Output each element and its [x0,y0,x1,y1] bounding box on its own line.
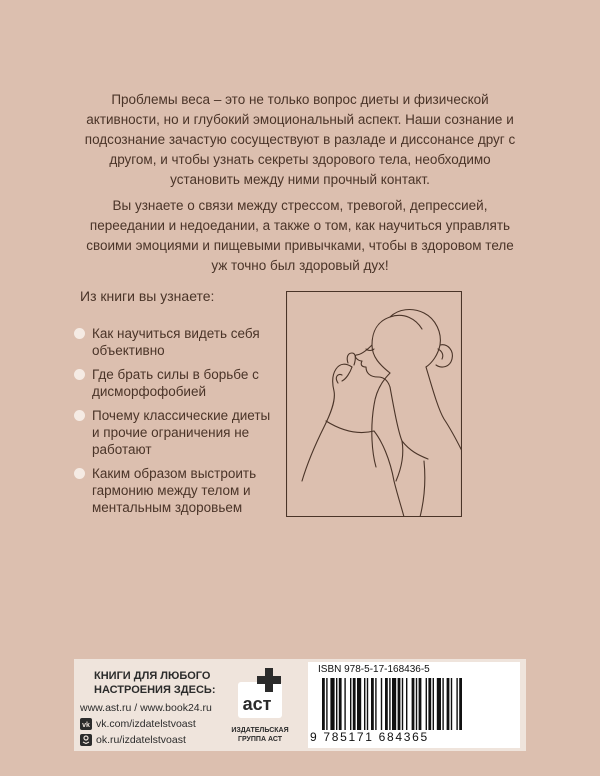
barcode-digits: 9 785171 684365 [310,730,429,744]
vk-line [80,718,196,730]
list-item: Как научиться видеть себя объективно [72,325,272,359]
publisher-logo [229,662,291,748]
barcode-icon [322,678,506,730]
description-paragraph: Вы узнаете о связи между стрессом, тревогой, депрессией, переедании и недоедании, а также о том, как научиться управлять своими эмоциями и пищевыми привычками, чтобы в здоровом теле уж точно был здоровый дух! [86,198,514,273]
ok-line [80,734,186,746]
svg-text:аст: аст [242,694,272,714]
ok-icon [80,734,92,746]
svg-text:vk: vk [82,722,90,729]
bullet-dot-icon [74,410,85,421]
intro-paragraph: Проблемы веса – это не только вопрос диеты и физической активности, но и глубокий эмоциональный аспект. Наши сознание и подсознание зачастую сосуществуют в разладе и диссонансе друг с другом, и чтобы узнать секреты здорового тела, необходимо установить между ними прочный контакт. [84,92,516,187]
list-heading: Из книги вы узнаете: [80,288,215,304]
vk-link[interactable]: vk.com/izdatelstvoast [96,718,196,730]
barcode-block [308,662,520,748]
bullet-dot-icon [74,468,85,479]
bullet-dot-icon [74,369,85,380]
ok-link[interactable]: ok.ru/izdatelstvoast [96,734,186,746]
publisher-panel [74,659,526,751]
list-item: Каким образом выстроить гармонию между телом и ментальным здоровьем [72,465,272,516]
woman-profile-illustration [286,291,462,517]
sites-link[interactable]: www.ast.ru / www.book24.ru [80,702,212,714]
benefits-list [72,325,272,523]
vk-icon [80,718,92,730]
publisher-caption: ИЗДАТЕЛЬСКАЯ ГРУППА АСТ [231,727,289,743]
promo-heading: КНИГИ ДЛЯ ЛЮБОГО НАСТРОЕНИЯ ЗДЕСЬ: [94,670,216,696]
list-item: Где брать силы в борьбе с дисморфофобией [72,366,272,400]
isbn-text: ISBN 978-5-17-168436-5 [318,664,430,675]
bullet-dot-icon [74,328,85,339]
list-item: Почему классические диеты и прочие ограничения не работают [72,407,272,458]
ast-logo-icon [229,662,291,724]
websites-line [80,702,212,714]
